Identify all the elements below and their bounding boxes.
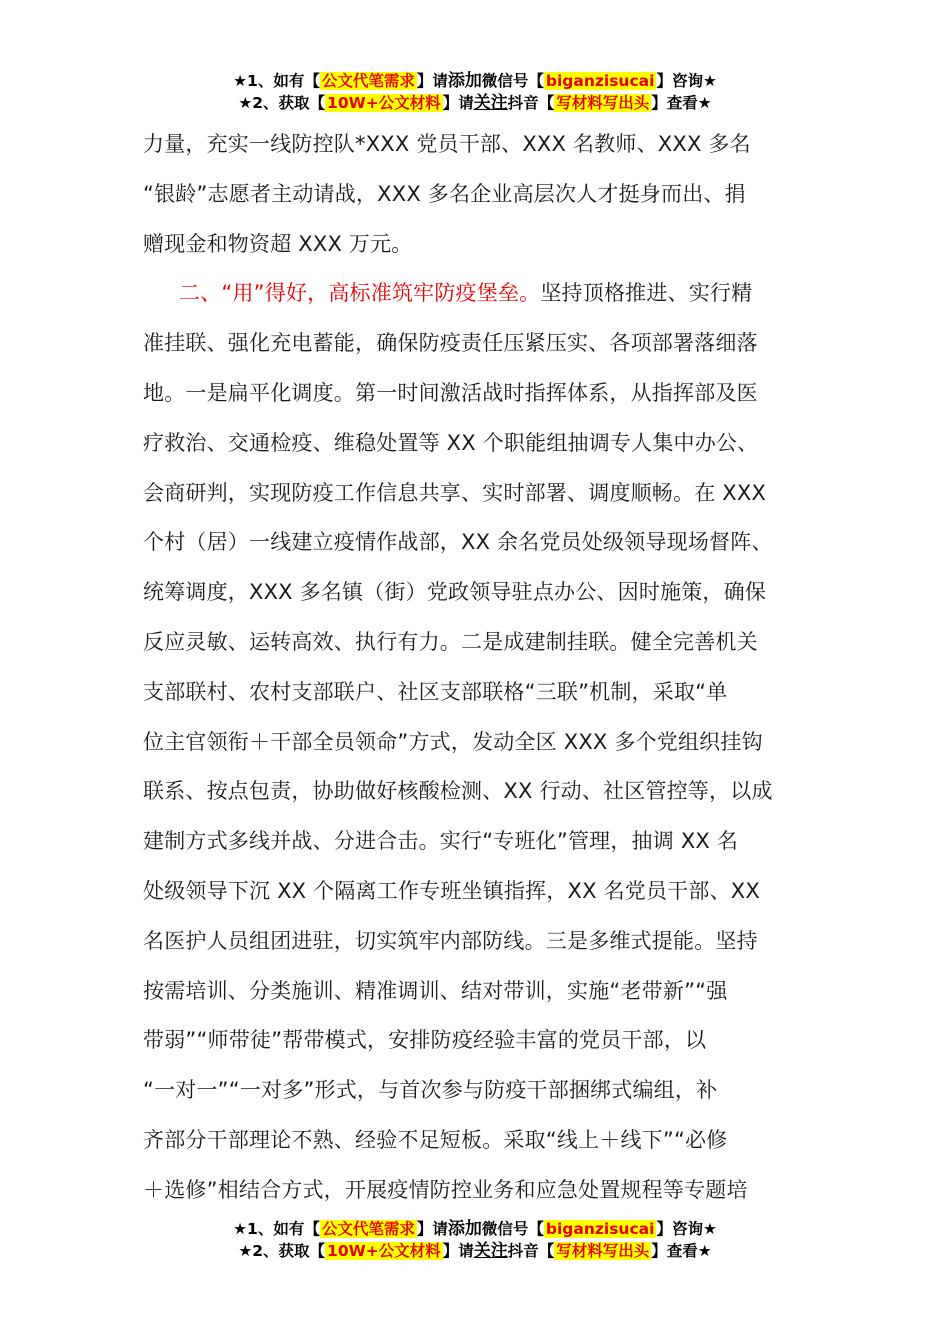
text-line: 反应灵敏、运转高效、执行有力。二是成建制挂联。健全完善机关	[143, 629, 758, 654]
text-line: 赠现金和物资超 XXX 万元。	[143, 231, 413, 256]
header-banner	[0, 70, 950, 114]
section-heading: 二、“用”得好，高标准筑牢防疫堡垒。	[179, 281, 541, 306]
douyin-id: 写材料写出头	[556, 94, 650, 112]
text-line: 建制方式多线并战、分进合击。实行“专班化”管理，抽调 XX 名	[143, 829, 739, 854]
banner-highlight: 公文代笔需求	[321, 1220, 415, 1238]
text-line: 个村（居）一线建立疫情作战部，XX 余名党员处级领导现场督阵、	[143, 530, 773, 555]
douyin-id: 写材料写出头	[556, 1242, 650, 1260]
text-line: ＋选修”相结合方式，开展疫情防控业务和应急处置规程等专题培	[143, 1177, 748, 1202]
text-line: 力量，充实一线防控队*XXX 党员干部、XXX 名教师、XXX 多名	[143, 132, 751, 156]
text-line: “一对一”“一对多”形式，与首次参与防疫干部捆绑式编组，补	[143, 1078, 718, 1103]
text-line: 名医护人员组团进驻，切实筑牢内部防线。三是多维式提能。坚持	[143, 928, 758, 953]
text-line: 带弱”“师带徒”帮带模式，安排防疫经验丰富的党员干部，以	[143, 1028, 707, 1053]
wechat-id: biganzisucai	[545, 1220, 655, 1238]
text-line: 联系、按点包责，协助做好核酸检测、XX 行动、社区管控等，以成	[143, 779, 773, 804]
text-line: 统筹调度，XXX 多名镇（街）党政领导驻点办公、因时施策，确保	[143, 580, 767, 605]
text-line: 疗救治、交通检疫、维稳处置等 XX 个职能组抽调专人集中办公、	[143, 430, 759, 455]
banner-line-1: ★1、如有【 公文代笔需求 】请添加微信号【 biganzisucai 】咨询★	[233, 71, 717, 91]
banner-line-1: ★1、如有【 公文代笔需求 】请添加微信号【 biganzisucai 】咨询★	[233, 1219, 717, 1239]
footer-banner	[0, 1218, 950, 1262]
text-line: 处级领导下沉 XX 个隔离工作专班坐镇指挥，XX 名党员干部、XX	[143, 878, 760, 903]
banner-highlight: 10W+公文材料	[327, 94, 441, 112]
text-line: 位主官领衔＋干部全员领命”方式，发动全区 XXX 多个党组织挂钩	[143, 729, 763, 754]
banner-highlight: 公文代笔需求	[321, 72, 415, 90]
banner-highlight: 10W+公文材料	[327, 1242, 441, 1260]
text-line: 准挂联、强化充电蓄能，确保防疫责任压紧压实、各项部署落细落	[143, 331, 758, 356]
text-line: 支部联村、农村支部联户、社区支部联格“三联”机制，采取“单	[143, 679, 728, 704]
text-line: 地。一是扁平化调度。第一时间激活战时指挥体系，从指挥部及医	[143, 380, 758, 405]
section-heading-line: 二、“用”得好，高标准筑牢防疫堡垒。坚持顶格推进、实行精	[179, 281, 753, 306]
text-line: “银龄”志愿者主动请战，XXX 多名企业高层次人才挺身而出、捐	[143, 181, 746, 206]
text-line: 会商研判，实现防疫工作信息共享、实时部署、调度顺畅。在 XXX	[143, 480, 767, 505]
text-line: 齐部分干部理论不熟、经验不足短板。采取“线上＋线下”“必修	[143, 1127, 728, 1152]
banner-line-2: ★2、获取【 10W+公文材料 】请关注抖音【 写材料写出头 】查看★	[238, 93, 712, 113]
wechat-id: biganzisucai	[545, 72, 655, 90]
text-line: 按需培训、分类施训、精准调训、结对带训，实施“老带新”“强	[143, 978, 728, 1003]
banner-line-2: ★2、获取【 10W+公文材料 】请关注抖音【 写材料写出头 】查看★	[238, 1241, 712, 1261]
document-body	[143, 120, 808, 1216]
